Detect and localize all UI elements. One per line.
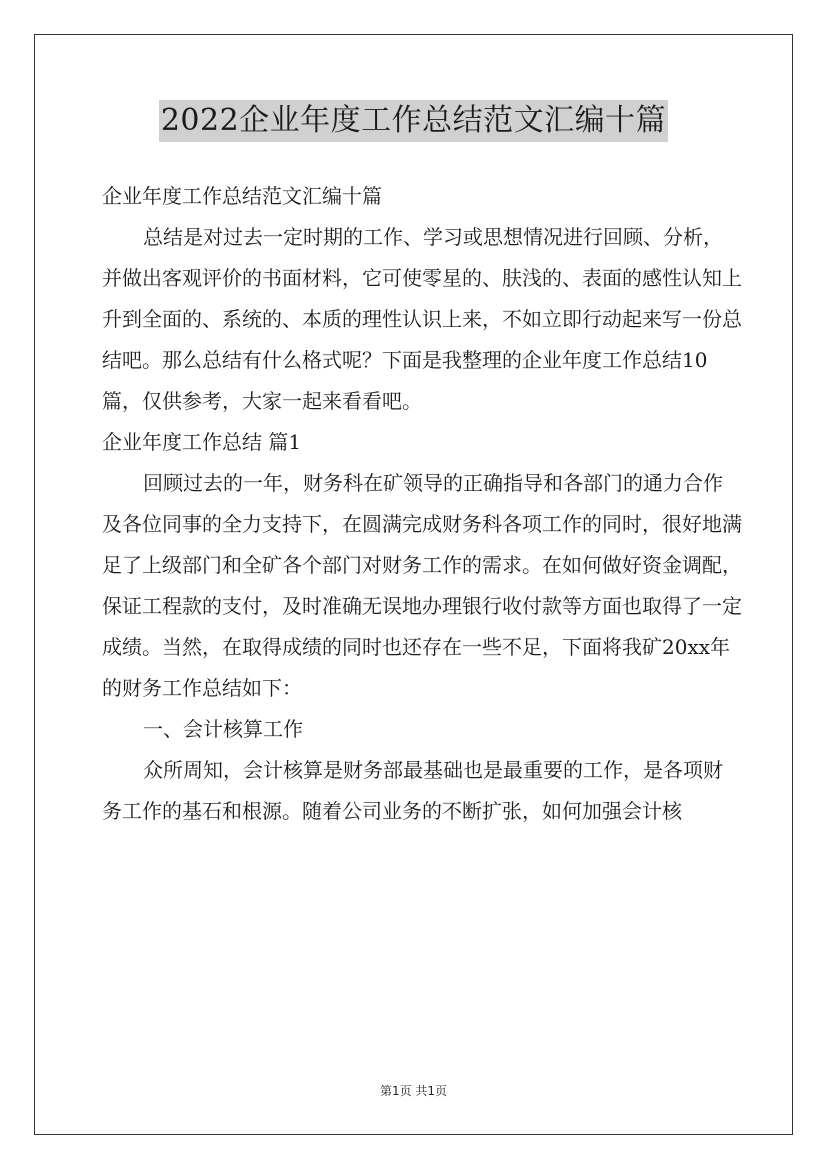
- paragraph: 企业年度工作总结范文汇编十篇: [102, 184, 382, 208]
- paragraph: 众所周知，会计核算是财务部最基础也是最重要的工作，是各项财务工作的基石和根源。随着公司业务的不断扩张，如何加强会计核: [102, 758, 723, 823]
- document-body: [102, 176, 742, 832]
- subsection-heading: 一、会计核算工作: [143, 717, 303, 741]
- section-heading: 企业年度工作总结 篇1: [102, 430, 302, 454]
- document-title: 2022企业年度工作总结范文汇编十篇: [159, 100, 668, 142]
- title-container: [0, 100, 827, 142]
- page-footer: 第1页 共1页: [379, 1084, 448, 1098]
- paragraph: 回顾过去的一年，财务科在矿领导的正确指导和各部门的通力合作及各位同事的全力支持下，在圆满完成财务科各项工作的同时，很好地满足了上级部门和全矿各个部门对财务工作的需求。在如何做好资金调配，保证工程款的支付，及时准确无误地办理银行收付款等方面也取得了一定成绩。当然，在取得成绩的同时也还存在一些不足，下面将我矿20xx年的财务工作总结如下：: [102, 471, 742, 700]
- paragraph: 总结是对过去一定时期的工作、学习或思想情况进行回顾、分析，并做出客观评价的书面材料，它可使零星的、肤浅的、表面的感性认知上升到全面的、系统的、本质的理性认识上来，不如立即行动起来写一份总结吧。那么总结有什么格式呢？下面是我整理的企业年度工作总结10篇，仅供参考，大家一起来看看吧。: [102, 225, 742, 413]
